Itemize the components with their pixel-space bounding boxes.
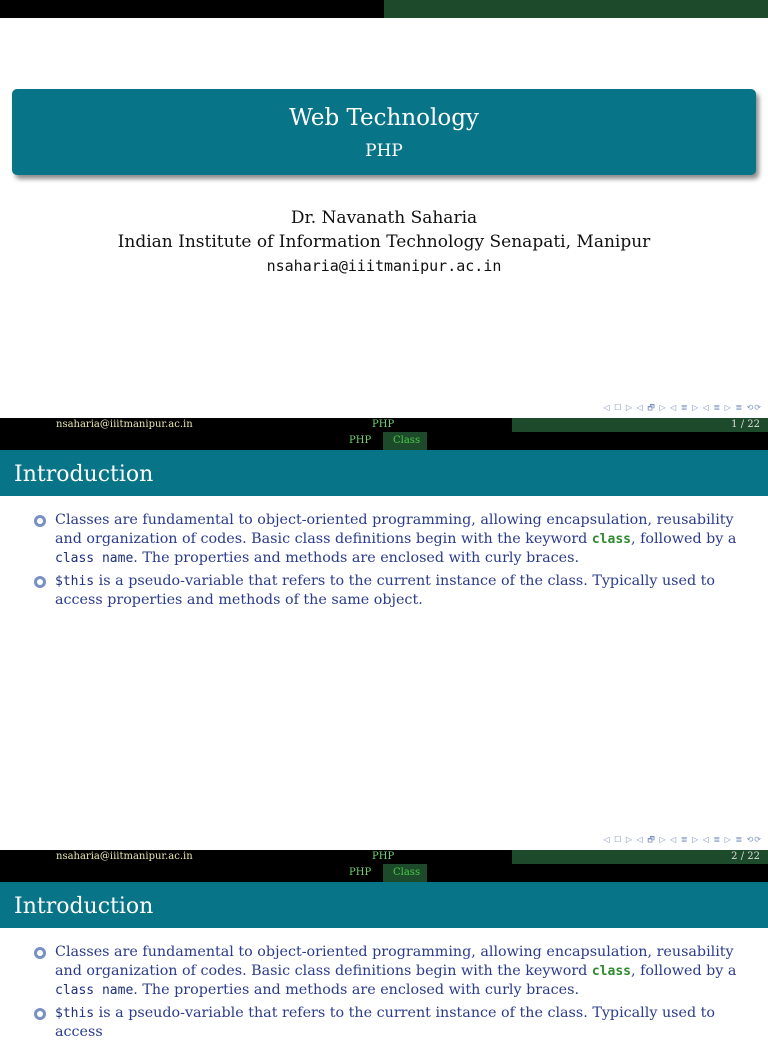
frame-title-bar xyxy=(0,882,768,928)
bullet-icon xyxy=(34,1008,46,1020)
presentation-subtitle: PHP xyxy=(365,141,403,161)
top-bar-left xyxy=(0,0,384,18)
frame-title-bar xyxy=(0,450,768,496)
navigation-symbols[interactable]: ◁ ☐ ▷ ◁ 🗗 ▷ ◁ ≣ ▷ ◁ ≣ ▷ ≣ ⟲⟳ xyxy=(603,835,762,844)
frame-title: Introduction xyxy=(14,894,154,919)
presentation-title: Web Technology xyxy=(289,105,479,131)
footer-email: nsaharia@iiitmanipur.ac.in xyxy=(56,419,193,430)
frame-title: Introduction xyxy=(14,462,154,487)
bullet-icon xyxy=(34,947,46,959)
inline-code: $this xyxy=(55,574,95,589)
navigation-symbols[interactable]: ◁ ☐ ▷ ◁ 🗗 ▷ ◁ ≣ ▷ ◁ ≣ ▷ ≣ ⟲⟳ xyxy=(603,403,762,412)
slide-footer xyxy=(0,850,768,882)
list-item: Classes are fundamental to object-oriented programming, allowing encapsulation, reusability and organization of codes. Basic class definitions begin with the keyword class, followed by a class name. The properties and methods are enclosed with curly braces. xyxy=(0,943,768,1000)
list-item: $this is a pseudo-variable that refers to the current instance of the class. Typically used to access xyxy=(0,1004,768,1042)
keyword-code: class xyxy=(591,964,631,979)
top-bar-right xyxy=(384,0,768,18)
footer-page-number: 1 / 22 xyxy=(731,419,760,430)
inline-code: class name xyxy=(55,983,134,998)
list-item: Classes are fundamental to object-oriented programming, allowing encapsulation, reusability and organization of codes. Basic class definitions begin with the keyword class, followed by a class name. The properties and methods are enclosed with curly braces. xyxy=(0,511,768,568)
breadcrumb-section[interactable]: PHP xyxy=(349,867,372,878)
breadcrumb-section[interactable]: PHP xyxy=(349,435,372,446)
breadcrumb-subsection[interactable]: Class xyxy=(383,432,427,450)
bullet-list xyxy=(0,511,768,614)
title-box xyxy=(12,89,756,175)
bullet-list xyxy=(0,943,768,1046)
keyword-code: class xyxy=(591,532,631,547)
footer-page-number: 2 / 22 xyxy=(731,851,760,862)
inline-code: class name xyxy=(55,551,134,566)
footer-section: PHP xyxy=(372,851,395,862)
author-email: nsaharia@iiitmanipur.ac.in xyxy=(266,257,502,275)
footer-email: nsaharia@iiitmanipur.ac.in xyxy=(56,851,193,862)
bullet-icon xyxy=(34,515,46,527)
author-institute: Indian Institute of Information Technology Senapati, Manipur xyxy=(117,232,651,252)
inline-code: $this xyxy=(55,1006,95,1021)
list-item: $this is a pseudo-variable that refers to the current instance of the class. Typically used to access properties and methods of the same object. xyxy=(0,572,768,610)
author-name: Dr. Navanath Saharia xyxy=(290,208,478,228)
breadcrumb-subsection[interactable]: Class xyxy=(383,864,427,882)
footer-section: PHP xyxy=(372,419,395,430)
slide-footer xyxy=(0,418,768,450)
bullet-icon xyxy=(34,576,46,588)
